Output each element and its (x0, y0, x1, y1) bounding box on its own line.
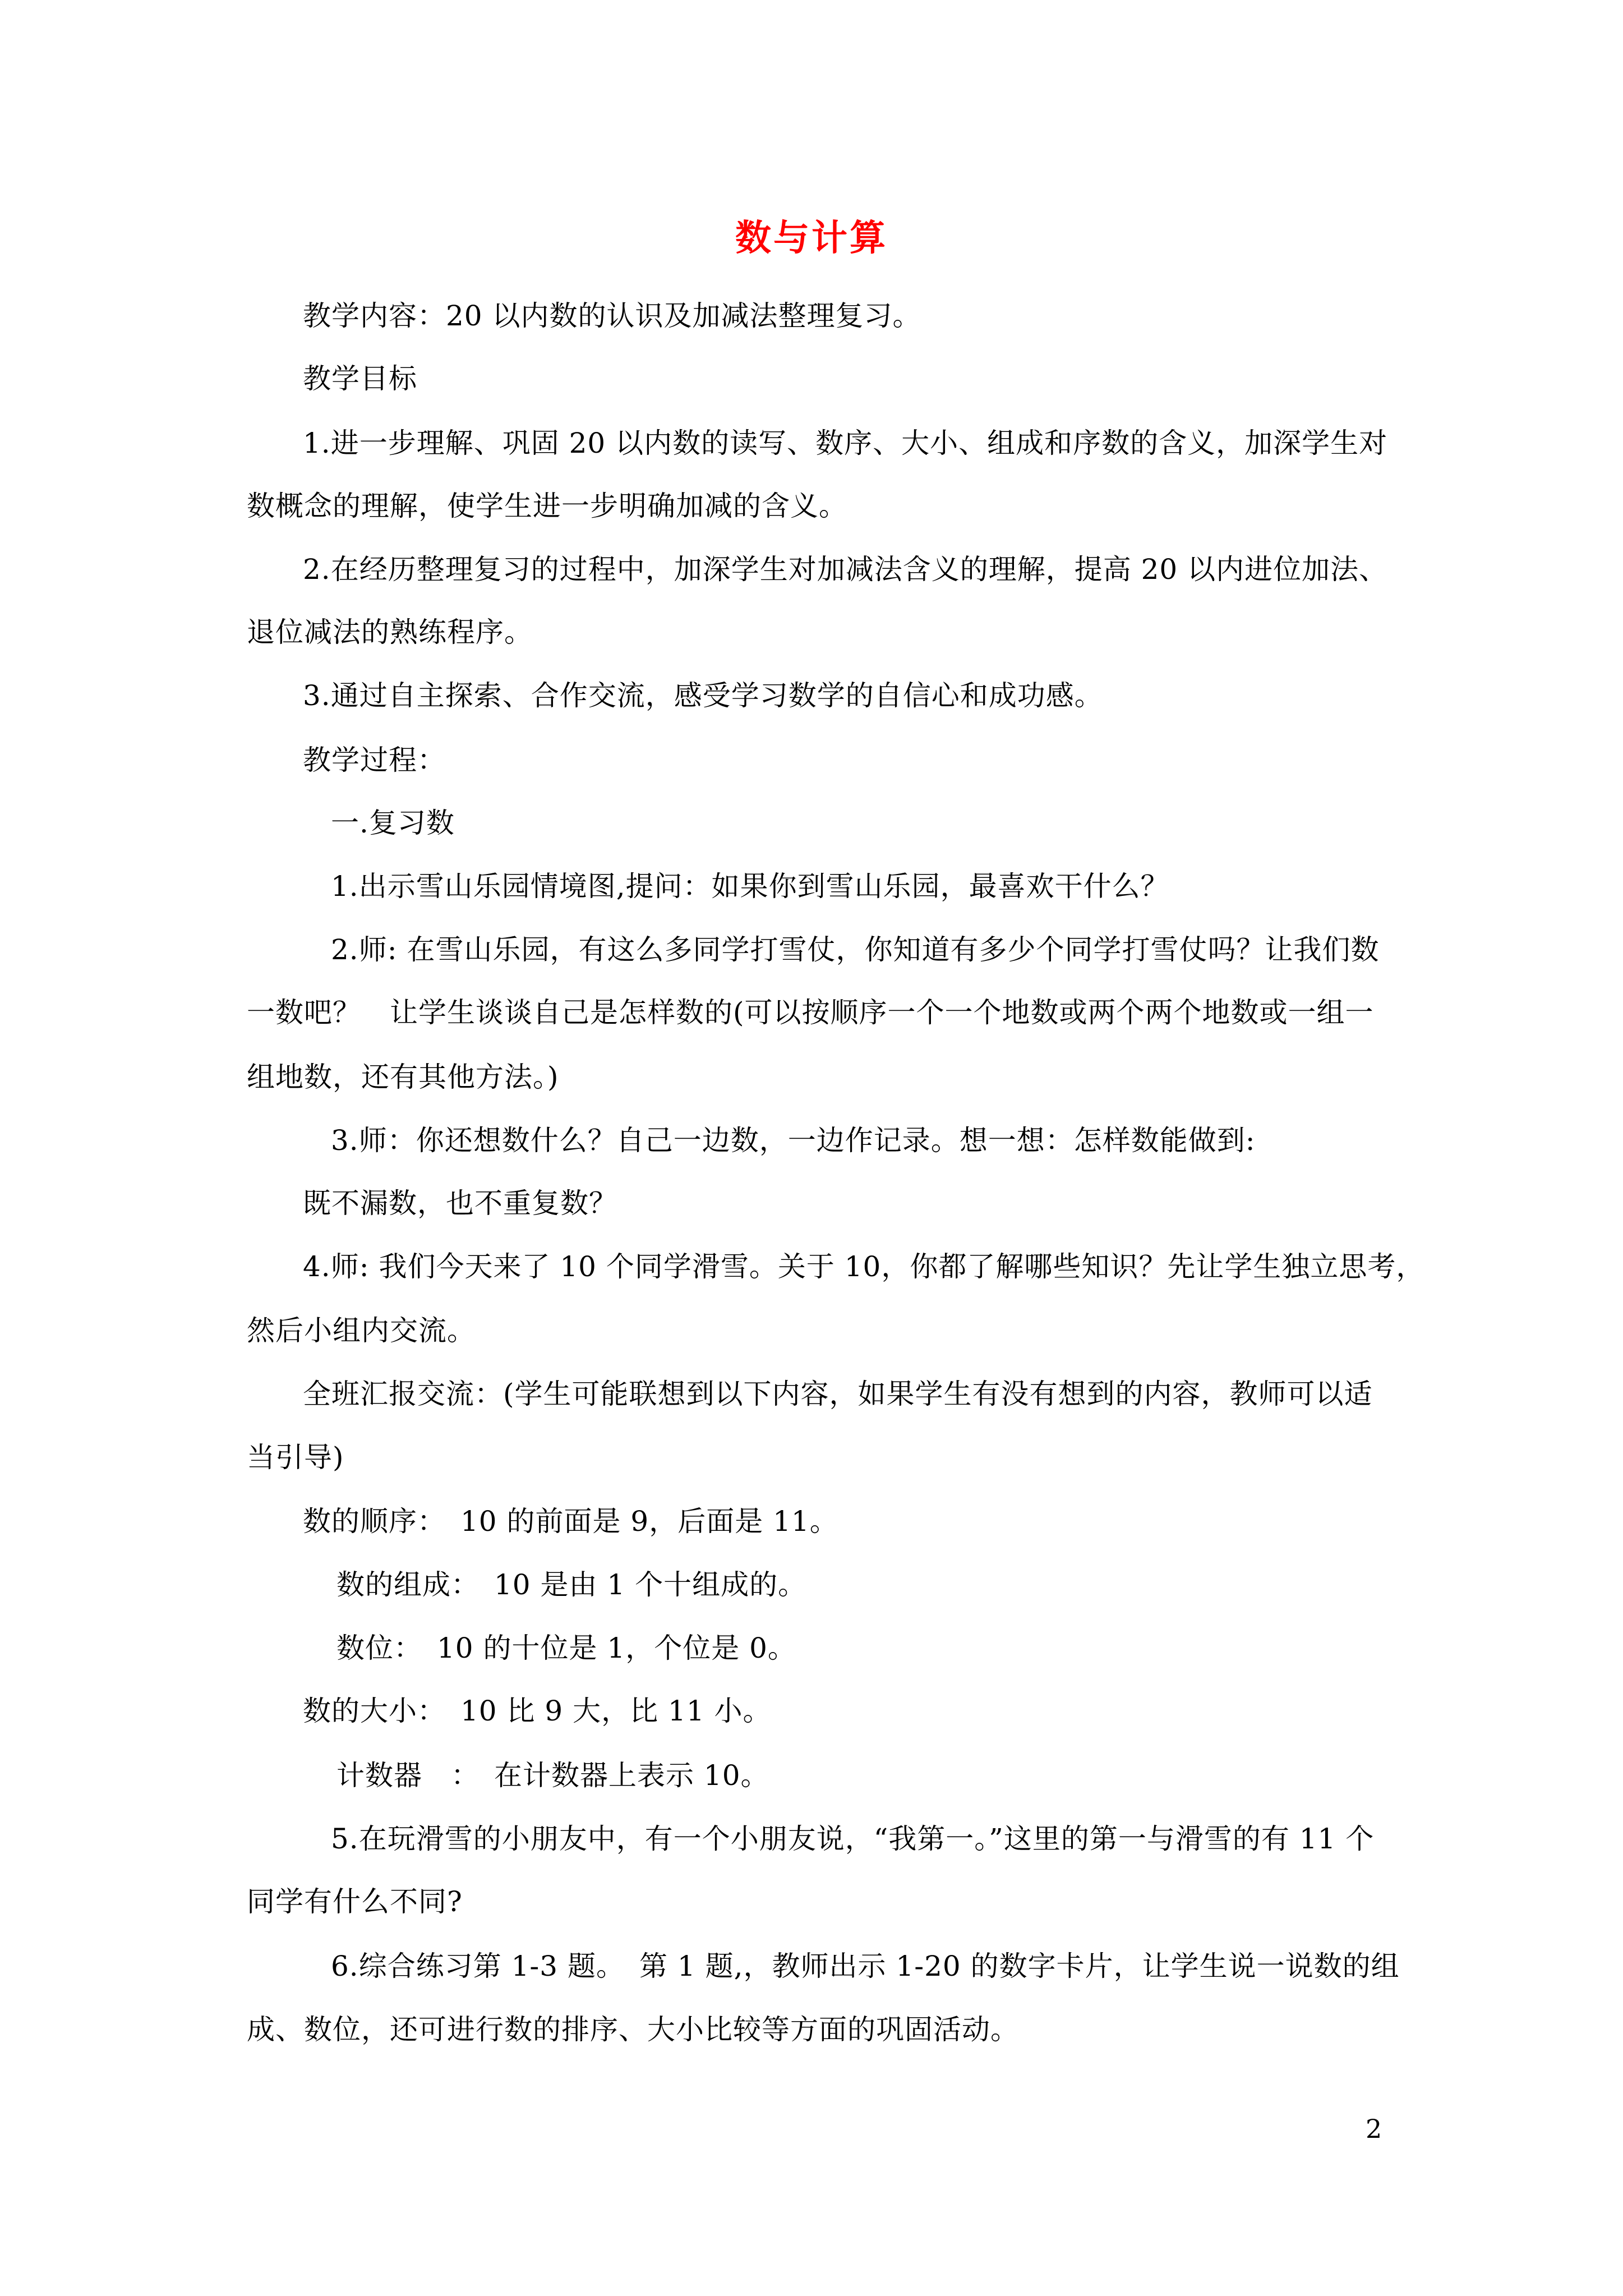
paragraph-line: 既不漏数，也不重复数？ (303, 1187, 617, 1220)
paragraph-line: 然后小组内交流。 (247, 1314, 476, 1347)
paragraph-line: 成、数位，还可进行数的排序、大小比较等方面的巩固活动。 (247, 2013, 1019, 2046)
paragraph-line: 2.师: 在雪山乐园，有这么多同学打雪仗，你知道有多少个同学打雪仗吗？让我们数 (331, 933, 1380, 966)
paragraph-line: 一.复习数 (331, 807, 455, 839)
paragraph-line: 数概念的理解，使学生进一步明确加减的含义。 (247, 490, 847, 522)
paragraph-line: 1.进一步理解、巩固 20 以内数的读写、数序、大小、组成和序数的含义，加深学生对 (303, 427, 1388, 459)
paragraph-line: 1.出示雪山乐园情境图,提问：如果你到雪山乐园，最喜欢干什么？ (331, 870, 1169, 903)
paragraph-line: 教学目标 (303, 362, 417, 395)
paragraph-line: 2.在经历整理复习的过程中，加深学生对加减法含义的理解，提高 20 以内进位加法、 (303, 553, 1388, 586)
paragraph-line: 5.在玩滑雪的小朋友中，有一个小朋友说，“我第一。”这里的第一与滑雪的有 11 个 (331, 1823, 1375, 1855)
paragraph-line: 数的顺序： 10 的前面是 9，后面是 11。 (303, 1505, 838, 1538)
paragraph-line: 3.通过自主探索、合作交流，感受学习数学的自信心和成功感。 (303, 679, 1103, 712)
paragraph-line: 当引导) (247, 1441, 344, 1474)
page-number: 2 (1366, 2114, 1382, 2144)
paragraph-line: 6.综合练习第 1-3 题。 第 1 题,，教师出示 1-20 的数字卡片，让学生说一说数的组 (331, 1950, 1400, 1982)
paragraph-line: 全班汇报交流：(学生可能联想到以下内容，如果学生有没有想到的内容，教师可以适 (303, 1378, 1373, 1410)
paragraph-line: 组地数，还有其他方法。) (247, 1061, 559, 1093)
paragraph-line: 教学内容：20 以内数的认识及加减法整理复习。 (303, 300, 921, 332)
paragraph-line: 数的大小： 10 比 9 大，比 11 小。 (303, 1695, 772, 1727)
paragraph-line: 4.师: 我们今天来了 10 个同学滑雪。关于 10，你都了解哪些知识？先让学生独立思考， (303, 1250, 1425, 1283)
paragraph-line: 3.师：你还想数什么？自己一边数，一边作记录。想一想：怎样数能做到: (331, 1124, 1256, 1157)
paragraph-line: 数位： 10 的十位是 1，个位是 0。 (336, 1632, 796, 1664)
paragraph-line: 同学有什么不同? (247, 1885, 463, 1918)
paragraph-line: 计数器 ： 在计数器上表示 10。 (336, 1759, 769, 1792)
page-title: 数与计算 (735, 217, 888, 259)
paragraph-line: 退位减法的熟练程序。 (247, 616, 533, 648)
paragraph-line: 教学过程： (303, 744, 446, 776)
paragraph-line: 数的组成： 10 是由 1 个十组成的。 (336, 1568, 807, 1601)
paragraph-line: 一数吧？ 让学生谈谈自己是怎样数的(可以按顺序一个一个地数或两个两个地数或一组一 (247, 996, 1374, 1029)
